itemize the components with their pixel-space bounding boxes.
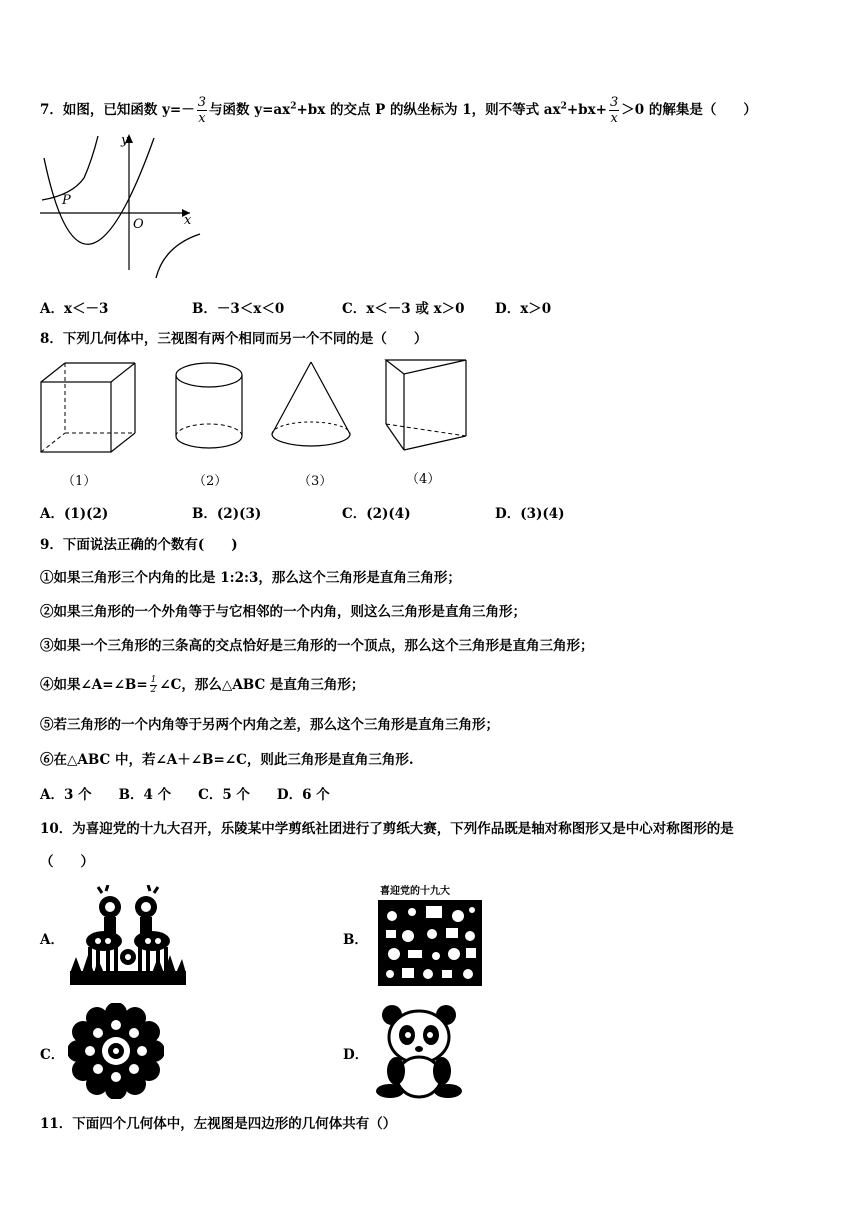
deer-papercut-image bbox=[68, 885, 188, 987]
q10-answer-paren: （ ） bbox=[40, 854, 94, 870]
q8-stem: 8．下列几何体中，三视图有两个相同而另一个不同的是（ ） bbox=[40, 331, 428, 347]
panda-papercut-image bbox=[374, 1003, 464, 1099]
party-congress-papercut-image bbox=[372, 882, 488, 990]
q9-stem: 9．下面说法正确的个数有( ) bbox=[40, 537, 238, 553]
y-axis-label: y bbox=[121, 133, 129, 148]
q9-statement-3: ③如果一个三角形的三条高的交点恰好是三角形的一个顶点，那么这个三角形是直角三角形； bbox=[40, 638, 594, 654]
q7-option-d: D．x＞0 bbox=[495, 301, 552, 317]
fraction-3-over-x-2: $\frac{3}{x}$ bbox=[609, 95, 619, 126]
cone-figure bbox=[268, 358, 354, 456]
point-p-label: P bbox=[62, 193, 71, 208]
q9-statement-6: ⑥在△ABC 中，若∠A＋∠B=∠C，则此三角形是直角三角形. bbox=[40, 752, 414, 768]
q10-stem: 10．为喜迎党的十九大召开，乐陵某中学剪纸社团进行了剪纸大赛，下列作品既是轴对称图形又是中心对称图形的是 bbox=[40, 821, 734, 837]
q9-options: A．3 个 B．4 个 C．5 个 D．6 个 bbox=[40, 787, 330, 803]
origin-label: O bbox=[133, 217, 144, 232]
flower-papercut-image bbox=[68, 1003, 164, 1099]
triangular-prism-figure bbox=[382, 356, 470, 456]
caption-1: （1） bbox=[62, 474, 97, 489]
fraction-3-over-x: $\frac{3}{x}$ bbox=[197, 95, 207, 126]
caption-3: （3） bbox=[298, 474, 333, 489]
q10-label-b: B． bbox=[343, 932, 368, 948]
x-axis-label: x bbox=[184, 213, 192, 228]
q9-statement-4: ④如果∠A=∠B= $\frac{1}{2}$ ∠C，那么△ABC 是直角三角形； bbox=[40, 675, 365, 695]
q10-label-a: A． bbox=[40, 932, 64, 948]
q7-option-b: B．－3＜x＜0 bbox=[192, 301, 285, 317]
caption-4: （4） bbox=[406, 472, 441, 487]
cube-figure bbox=[38, 360, 143, 456]
q7-stem: 7．如图，已知函数 y=－ $\frac{3}{x}$ 与函数 $y=ax^2+bx$ 的交点 P 的纵坐标为 1，则不等式 $ax^2+bx+$ $\frac{3}{x}$ ＞0 的解集是（ ） bbox=[40, 95, 757, 126]
q8-option-d: D．(3)(4) bbox=[495, 506, 565, 522]
q8-option-a: A．(1)(2) bbox=[40, 506, 109, 522]
q7-option-c: C．x＜－3 或 x＞0 bbox=[342, 301, 465, 317]
q9-statement-1: ①如果三角形三个内角的比是 1:2:3，那么这个三角形是直角三角形； bbox=[40, 570, 461, 586]
papercut-b-banner-text: 喜迎党的十九大 bbox=[380, 886, 450, 897]
q7-function-graph bbox=[38, 130, 203, 285]
q8-option-c: C．(2)(4) bbox=[342, 506, 411, 522]
cylinder-figure bbox=[172, 358, 248, 456]
caption-2: （2） bbox=[193, 474, 228, 489]
q9-statement-5: ⑤若三角形的一个内角等于另两个内角之差，那么这个三角形是直角三角形； bbox=[40, 717, 499, 733]
q8-option-b: B．(2)(3) bbox=[192, 506, 262, 522]
q11-stem: 11．下面四个几何体中，左视图是四边形的几何体共有（） bbox=[40, 1116, 397, 1132]
q10-label-d: D． bbox=[343, 1047, 369, 1063]
q10-label-c: C． bbox=[40, 1047, 65, 1063]
q9-statement-2: ②如果三角形的一个外角等于与它相邻的一个内角，则这么三角形是直角三角形； bbox=[40, 604, 526, 620]
q7-option-a: A．x＜－3 bbox=[40, 301, 109, 317]
fraction-one-half: $\frac{1}{2}$ bbox=[150, 675, 157, 695]
